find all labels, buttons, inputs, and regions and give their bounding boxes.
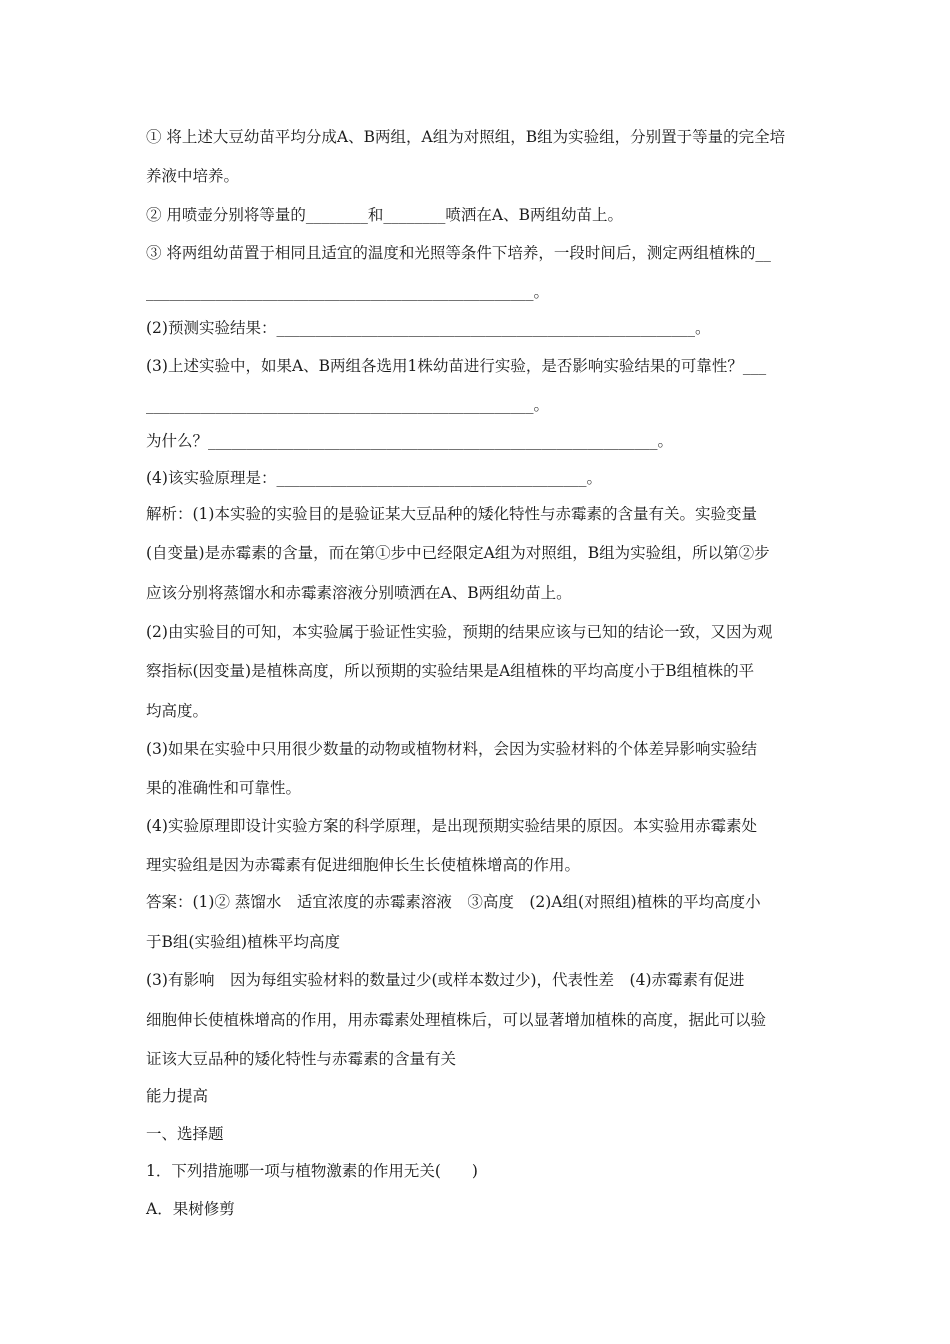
text-line: (3)有影响 因为每组实验材料的数量过少(或样本数过少)，代表性差 (4)赤霉素有促进 xyxy=(146,971,745,989)
text-line: (3)如果在实验中只用很少数量的动物或植物材料，会因为实验材料的个体差异影响实验结 xyxy=(146,740,757,758)
text-line: 果的准确性和可靠性。 xyxy=(146,779,302,797)
text-line: (4)实验原理即设计实验方案的科学原理，是出现预期实验结果的原因。本实验用赤霉素处 xyxy=(146,817,757,835)
text-line: 均高度。 xyxy=(146,702,209,720)
text-line: (2)由实验目的可知，本实验属于验证性实验，预期的结果应该与已知的结论一致，又因为观 xyxy=(146,623,773,641)
text-line: 理实验组是因为赤霉素有促进细胞伸长生长使植株增高的作用。 xyxy=(146,856,581,874)
section-heading: 一、选择题 xyxy=(146,1125,224,1143)
text-line: __________________________________________________。 xyxy=(146,396,550,414)
text-line: 于B组(实验组)植株平均高度 xyxy=(146,933,340,951)
text-line: (自变量)是赤霉素的含量，而在第①步中已经限定A组为对照组，B组为实验组，所以第②步 xyxy=(146,544,770,562)
text-line: 细胞伸长使植株增高的作用，用赤霉素处理植株后，可以显著增加植株的高度，据此可以验 xyxy=(146,1011,767,1029)
text-line: (4)该实验原理是：________________________________________。 xyxy=(146,469,602,487)
text-line: 答案：(1)② 蒸馏水 适宜浓度的赤霉素溶液 ③高度 (2)A组(对照组)植株的平均高度小 xyxy=(146,893,761,911)
text-line: ② 用喷壶分别将等量的________和________喷洒在A、B两组幼苗上。 xyxy=(146,206,624,224)
text-line: 养液中培养。 xyxy=(146,167,240,185)
text-line: ③ 将两组幼苗置于相同且适宜的温度和光照等条件下培养，一段时间后，测定两组植株的__ xyxy=(146,244,771,262)
section-heading: 能力提高 xyxy=(146,1087,209,1105)
text-line: (3)上述实验中，如果A、B两组各选用1株幼苗进行实验，是否影响实验结果的可靠性？___ xyxy=(146,357,767,375)
text-line: 为什么？__________________________________________________________。 xyxy=(146,432,674,450)
answer-option: A．果树修剪 xyxy=(146,1200,235,1218)
text-line: 察指标(因变量)是植株高度，所以预期的实验结果是A组植株的平均高度小于B组植株的平 xyxy=(146,662,755,680)
text-line: 解析：(1)本实验的实验目的是验证某大豆品种的矮化特性与赤霉素的含量有关。实验变量 xyxy=(146,505,757,523)
text-line: ① 将上述大豆幼苗平均分成A、B两组，A组为对照组，B组为实验组，分别置于等量的完全培 xyxy=(146,128,786,146)
text-line: 应该分别将蒸馏水和赤霉素溶液分别喷洒在A、B两组幼苗上。 xyxy=(146,584,572,602)
text-line: (2)预测实验结果：______________________________________________________。 xyxy=(146,319,711,337)
text-line: 证该大豆品种的矮化特性与赤霉素的含量有关 xyxy=(146,1050,457,1068)
text-line: __________________________________________________。 xyxy=(146,283,550,301)
question-stem: 1．下列措施哪一项与植物激素的作用无关( ) xyxy=(146,1162,478,1180)
